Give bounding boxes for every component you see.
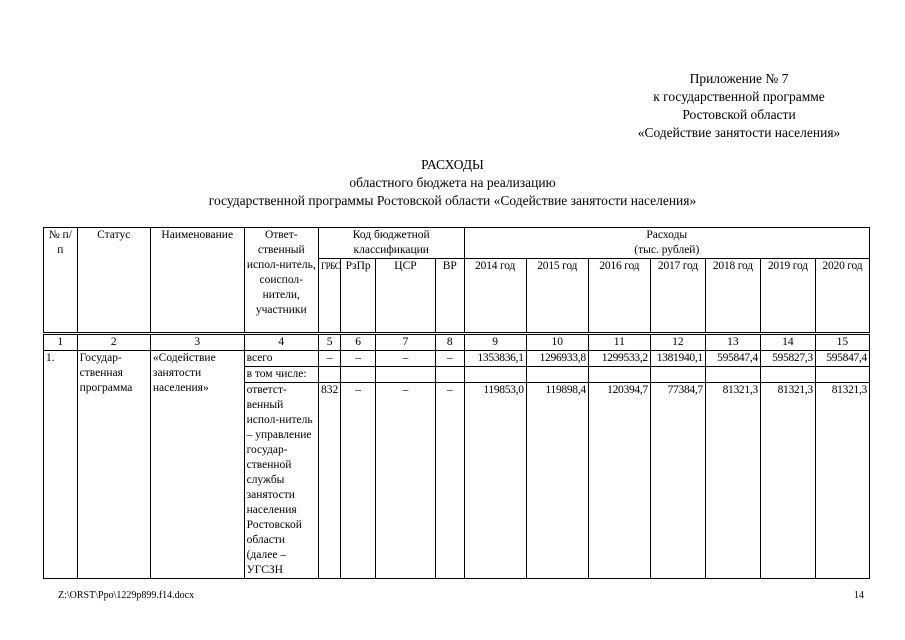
document-title [0,156,905,210]
appendix-line-1: Приложение № 7 [689,71,789,86]
rzpr-total: – [341,351,376,367]
header-expenses-unit: (тыс. рублей) [634,244,700,256]
title-line-2: областного бюджета на реализацию [349,175,556,190]
column-number: 1 [44,334,78,351]
empty-cell [375,367,435,383]
header-csr: ЦСР [375,259,435,334]
empty-cell [588,367,650,383]
empty-cell [815,367,869,383]
column-number: 7 [375,334,435,351]
rzpr-ugszn: – [341,383,376,579]
column-number: 3 [150,334,244,351]
header-expenses-group [464,228,869,259]
empty-cell [341,367,376,383]
column-number: 14 [760,334,815,351]
program-num: 1. [44,351,78,579]
vr-ugszn: – [436,383,465,579]
header-year-2020: 2020 год [815,259,869,334]
program-name: «Содействие занятости населения» [150,351,244,579]
header-year-2015: 2015 год [526,259,588,334]
column-number: 2 [77,334,150,351]
value-ugszn-2018: 81321,3 [705,383,760,579]
column-number: 10 [526,334,588,351]
header-year-2019: 2019 год [760,259,815,334]
value-total-2020: 595847,4 [815,351,869,367]
header-num: № п/п [44,228,78,334]
header-grbs: ГРБС [318,259,340,334]
column-number: 8 [436,334,465,351]
vr-total: – [436,351,465,367]
header-expenses-title: Расходы [646,229,688,241]
header-rzpr: РзПр [341,259,376,334]
header-year-2017: 2017 год [650,259,705,334]
title-line-3: государственной программы Ростовской области «Содействие занятости населения» [208,193,697,208]
header-executor: Ответ-ственный испол-нитель, соиспол-нители, участники [244,228,318,334]
header-name: Наименование [150,228,244,334]
empty-cell [464,367,526,383]
value-total-2016: 1299533,2 [588,351,650,367]
footer-file-path: Z:\ORST\Ppo\1229p899.f14.docx [58,590,195,601]
column-number-row [44,334,870,351]
value-ugszn-2016: 120394,7 [588,383,650,579]
header-vr: ВР [436,259,465,334]
column-number: 9 [464,334,526,351]
empty-cell [318,367,340,383]
appendix-line-3: Ростовской области [682,107,796,122]
program-status: Государ-ственная программа [77,351,150,579]
grbs-total: – [318,351,340,367]
appendix-line-4: «Содействие занятости населения» [637,125,841,140]
header-year-2018: 2018 год [705,259,760,334]
value-ugszn-2019: 81321,3 [760,383,815,579]
column-number: 4 [244,334,318,351]
title-line-1: РАСХОДЫ [421,157,484,172]
csr-ugszn: – [375,383,435,579]
executor-including: в том числе: [244,367,318,383]
value-total-2014: 1353836,1 [464,351,526,367]
table-row-total [44,351,870,367]
value-ugszn-2014: 119853,0 [464,383,526,579]
value-ugszn-2017: 77384,7 [650,383,705,579]
empty-cell [436,367,465,383]
grbs-ugszn: 832 [318,383,340,579]
column-number: 12 [650,334,705,351]
executor-ugszn: ответст-венный испол-нитель – управление государ-ственной службы занятости населения Ростовской области (далее – УГСЗН [244,383,318,579]
column-number: 15 [815,334,869,351]
value-total-2017: 1381940,1 [650,351,705,367]
empty-cell [760,367,815,383]
csr-total: – [375,351,435,367]
appendix-header [609,70,869,142]
appendix-line-2: к государственной программе [653,89,825,104]
empty-cell [650,367,705,383]
value-total-2015: 1296933,8 [526,351,588,367]
value-total-2018: 595847,4 [705,351,760,367]
value-total-2019: 595827,3 [760,351,815,367]
column-number: 6 [341,334,376,351]
value-ugszn-2015: 119898,4 [526,383,588,579]
column-number: 11 [588,334,650,351]
empty-cell [526,367,588,383]
header-row-1 [44,228,870,259]
column-number: 5 [318,334,340,351]
header-year-2016: 2016 год [588,259,650,334]
value-ugszn-2020: 81321,3 [815,383,869,579]
empty-cell [705,367,760,383]
expenses-table [43,227,870,579]
header-code-group: Код бюджетной классификации [318,228,464,259]
header-year-2014: 2014 год [464,259,526,334]
header-status: Статус [77,228,150,334]
footer-page-number: 14 [854,590,864,601]
column-number: 13 [705,334,760,351]
executor-total: всего [244,351,318,367]
